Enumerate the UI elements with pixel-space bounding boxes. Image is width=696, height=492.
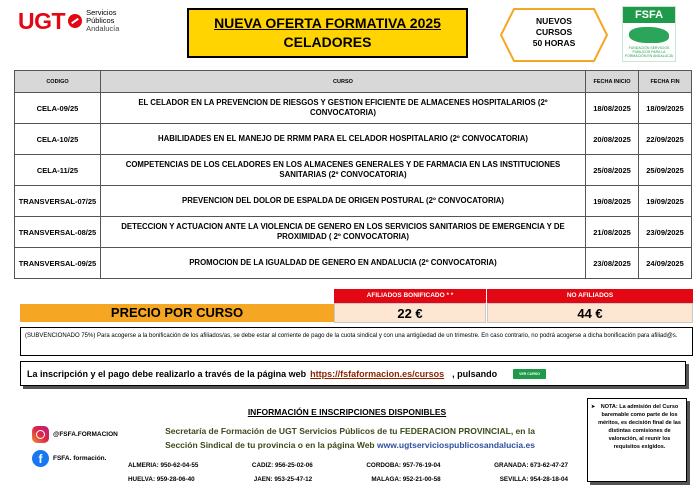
cell-curso: DETECCION Y ACTUACION ANTE LA VIOLENCIA DE GENERO EN LOS SERVICIOS SANITARIOS DE EMERGENCIA Y DE PROXIMIDAD ( 2º CONVOCATORIA) [100, 217, 585, 248]
cell-curso: HABILIDADES EN EL MANEJO DE RRMM PARA EL CELADOR HOSPITALARIO (2º CONVOCATORIA) [100, 124, 585, 155]
ugt-logo-subtitle [86, 9, 119, 33]
ugt-sub-2: Públicos [86, 16, 115, 25]
price-value-afiliados: 22 € [334, 303, 486, 323]
header-fecha-inicio: FECHA INICIO [586, 71, 639, 93]
phone-cadiz: CADIZ: 956-25-02-06 [251, 462, 313, 469]
phones-row-1 [128, 462, 568, 469]
subsidy-note: (SUBVENCIONADO 75%) Para acogerse a la bonificación de los afiliados/as, se debe estar al corriente de pago de la cuota sindical y con una antigüedad de un trimestre. En caso contrario, no podrá acogerse a dicha bonificación para afiliad@s. [20, 327, 693, 356]
fsfa-logo-text: FSFA [623, 7, 675, 23]
ugt-sub-1: Servicios [86, 8, 117, 17]
phone-granada: GRANADA: 673-62-47-27 [494, 462, 568, 469]
phone-huelva: HUELVA: 959-28-06-40 [128, 476, 195, 483]
cell-codigo: CELA-09/25 [15, 93, 101, 124]
inscription-text: La inscripción y el pago debe realizarlo a través de la página web [27, 368, 307, 379]
page-subtitle: CELADORES [283, 34, 372, 50]
phones-row-2 [128, 476, 568, 483]
instagram-icon [32, 426, 49, 443]
header-fecha-fin: FECHA FIN [639, 71, 692, 93]
table-row [15, 93, 692, 124]
cell-codigo: CELA-10/25 [15, 124, 101, 155]
ugt-logo-text: UGT [18, 7, 66, 34]
phone-sevilla: SEVILLA: 954-28-18-04 [499, 476, 568, 483]
cell-inicio: 23/08/2025 [586, 248, 639, 279]
table-row [15, 217, 692, 248]
cell-curso: PROMOCION DE LA IGUALDAD DE GENERO EN ANDALUCIA (2º CONVOCATORIA) [100, 248, 585, 279]
header-curso: CURSO [100, 71, 585, 93]
cell-inicio: 25/08/2025 [586, 155, 639, 186]
secretaria-line-1: Secretaría de Formación de UGT Servicios Públicos de tu FEDERACION PROVINCIAL, en la [165, 426, 535, 436]
admission-note-text: NOTA: La admisión del Curso baremable como parte de los méritos, es decisión final de las distintas comisiones de valoración, al reunir los requisitos exigidos. [598, 404, 681, 450]
courses-link[interactable]: https://fsfaformacion.es/cursos [310, 368, 445, 379]
ugt-logo [18, 6, 144, 36]
table-row [15, 124, 692, 155]
cell-fin: 25/09/2025 [639, 155, 692, 186]
page-title: NUEVA OFERTA FORMATIVA 2025 [214, 15, 441, 31]
cell-inicio: 18/08/2025 [586, 93, 639, 124]
cell-inicio: 20/08/2025 [586, 124, 639, 155]
andalucia-map-icon [629, 27, 669, 43]
arrow-icon: ➤ [591, 404, 596, 410]
phone-almeria: ALMERIA: 950-62-04-55 [128, 462, 199, 469]
secretaria-line-2: Sección Sindical de tu provincia o en la página Web [165, 440, 375, 450]
table-row [15, 186, 692, 217]
fsfa-logo [622, 6, 676, 62]
phone-malaga: MALAGA: 952-21-00-58 [371, 476, 441, 483]
admission-note [587, 398, 687, 482]
facebook-icon: f [32, 450, 49, 467]
badge-line-2: CURSOS [535, 27, 573, 37]
cell-fin: 19/09/2025 [639, 186, 692, 217]
ver-curso-button[interactable]: VER CURSO [513, 369, 546, 379]
header-codigo: CODIGO [15, 71, 101, 93]
cell-codigo: CELA-11/25 [15, 155, 101, 186]
secretaria-text [138, 424, 562, 452]
cell-codigo: TRANSVERSAL-07/25 [15, 186, 101, 217]
cell-codigo: TRANSVERSAL-09/25 [15, 248, 101, 279]
table-row [15, 155, 692, 186]
price-header-afiliados: AFILIADOS BONIFICADO * * [334, 289, 486, 303]
cell-inicio: 19/08/2025 [586, 186, 639, 217]
price-value-no-afiliados: 44 € [487, 303, 693, 323]
instagram-handle: @FSFA.FORMACION [53, 431, 118, 438]
facebook-contact[interactable] [32, 450, 106, 467]
title-box [187, 8, 468, 58]
fsfa-logo-subtitle: FUNDACIÓN SERVICIOS PÚBLICOS PARA LA FORMACIÓN EN ANDALUCÍA [624, 46, 674, 58]
cell-codigo: TRANSVERSAL-08/25 [15, 217, 101, 248]
info-title: INFORMACIÓN E INSCRIPCIONES DISPONIBLES [247, 407, 447, 417]
cell-fin: 22/09/2025 [639, 124, 692, 155]
phone-cordoba: CORDOBA: 957-76-19-04 [366, 462, 441, 469]
new-courses-badge [500, 8, 608, 62]
cell-fin: 24/09/2025 [639, 248, 692, 279]
cell-fin: 18/09/2025 [639, 93, 692, 124]
cell-curso: COMPETENCIAS DE LOS CELADORES EN LOS ALMACENES GENERALES Y DE FARMACIA EN LAS INSTITUCIONES SANITARIAS (2º CONVOCATORIA) [100, 155, 585, 186]
badge-line-3: 50 HORAS [532, 38, 576, 48]
cell-curso: EL CELADOR EN LA PREVENCION DE RIESGOS Y GESTION EFICIENTE DE ALMACENES HOSPITALARIOS (2º CONVOCATORIA) [100, 93, 585, 124]
cell-inicio: 21/08/2025 [586, 217, 639, 248]
cell-fin: 23/09/2025 [639, 217, 692, 248]
inscription-box [20, 361, 686, 386]
ugt-logo-icon [68, 14, 82, 28]
courses-table [14, 70, 692, 279]
cell-curso: PREVENCION DEL DOLOR DE ESPALDA DE ORIGEN POSTURAL (2º CONVOCATORIA) [100, 186, 585, 217]
price-header-no-afiliados: NO AFILIADOS [487, 289, 693, 303]
table-row [15, 248, 692, 279]
ugt-sub-3: Andalucía [86, 24, 120, 33]
phone-jaen: JAEN: 953-25-47-12 [253, 476, 313, 483]
price-label: PRECIO POR CURSO [20, 304, 334, 322]
badge-line-1: NUEVOS [536, 16, 572, 26]
instagram-contact[interactable] [32, 426, 118, 443]
facebook-handle: FSFA. formación. [53, 455, 107, 462]
website-link[interactable]: www.ugtserviciospublicosandalucia.es [377, 440, 535, 450]
inscription-suffix: , pulsando [452, 368, 498, 379]
